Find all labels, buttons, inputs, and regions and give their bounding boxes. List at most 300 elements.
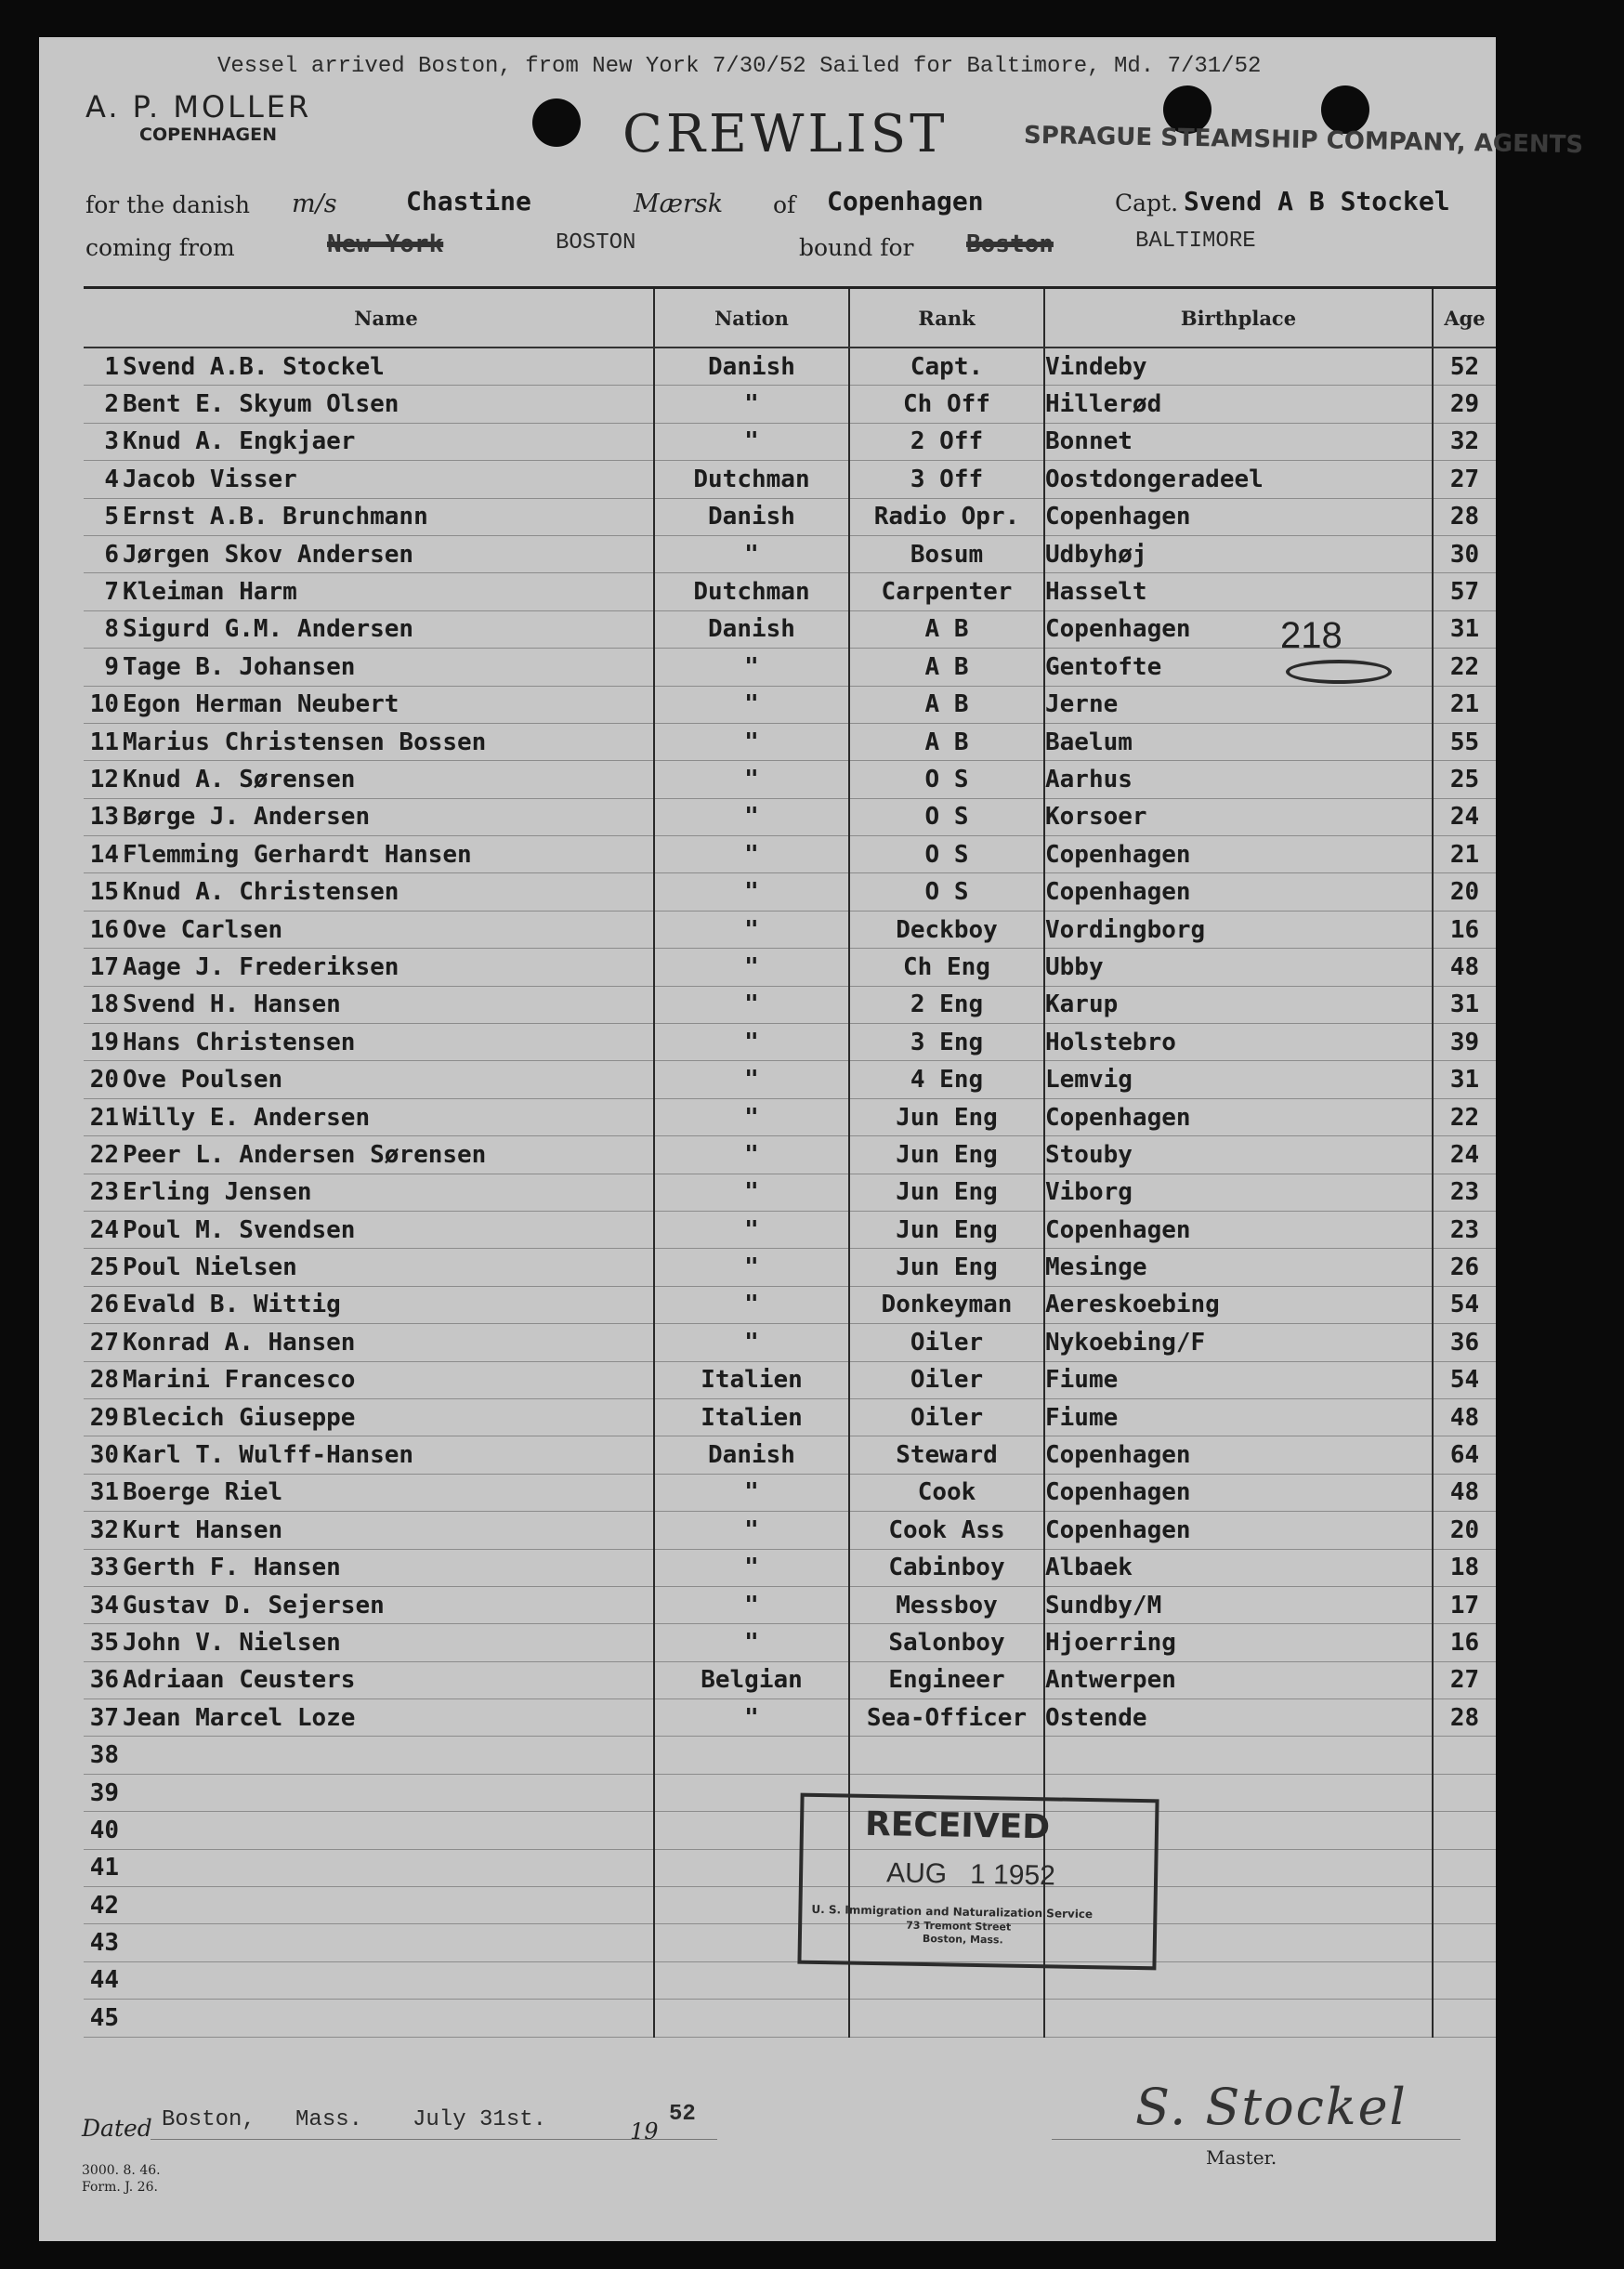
table-row xyxy=(84,1474,1496,1511)
for-the-label: for the danish xyxy=(85,191,251,218)
crew-birthplace: Mesinge xyxy=(1044,1249,1433,1286)
crew-name: Svend A.B. Stockel xyxy=(119,348,654,386)
crew-nation: " xyxy=(654,535,849,572)
crew-nation: " xyxy=(654,986,849,1023)
table-row xyxy=(84,1324,1496,1361)
crew-rank: Jun Eng xyxy=(849,1211,1044,1248)
crew-birthplace: Copenhagen xyxy=(1044,1474,1433,1511)
table-row xyxy=(84,1924,1496,1961)
crew-nation: " xyxy=(654,686,849,723)
crew-age xyxy=(1433,2000,1496,2037)
crew-age xyxy=(1433,1774,1496,1811)
table-row xyxy=(84,1961,1496,1999)
crew-age: 28 xyxy=(1433,1699,1496,1737)
year-prefix: 19 xyxy=(630,2118,659,2144)
crew-birthplace xyxy=(1044,2000,1433,2037)
crew-nation: " xyxy=(654,1512,849,1549)
row-number: 33 xyxy=(84,1549,119,1586)
crew-name: Marius Christensen Bossen xyxy=(119,723,654,760)
crew-age: 16 xyxy=(1433,911,1496,948)
arrival-note: Vessel arrived Boston, from New York 7/30/52 Sailed for Baltimore, Md. 7/31/52 xyxy=(217,54,1262,79)
crew-birthplace: Hjoerring xyxy=(1044,1624,1433,1661)
crew-name: Konrad A. Hansen xyxy=(119,1324,654,1361)
crew-birthplace: Udbyhøj xyxy=(1044,535,1433,572)
crew-nation: Italien xyxy=(654,1398,849,1436)
crew-age: 23 xyxy=(1433,1174,1496,1211)
crew-nation: " xyxy=(654,423,849,460)
table-row xyxy=(84,1436,1496,1474)
crew-birthplace xyxy=(1044,1737,1433,1774)
crew-age: 54 xyxy=(1433,1361,1496,1398)
crew-birthplace: Karup xyxy=(1044,986,1433,1023)
crew-name: Bent E. Skyum Olsen xyxy=(119,386,654,423)
crew-birthplace: Korsoer xyxy=(1044,798,1433,835)
crew-rank: Cook xyxy=(849,1474,1044,1511)
crew-name: Jørgen Skov Andersen xyxy=(119,535,654,572)
page-title: CREWLIST xyxy=(622,104,949,164)
row-number: 32 xyxy=(84,1512,119,1549)
crew-age: 39 xyxy=(1433,1024,1496,1061)
crew-name: Børge J. Andersen xyxy=(119,798,654,835)
crew-rank: A B xyxy=(849,723,1044,760)
bound-for-struck: Boston xyxy=(966,230,1054,258)
crew-rank: Cabinboy xyxy=(849,1549,1044,1586)
column-header-nation: Nation xyxy=(654,288,849,348)
table-row xyxy=(84,873,1496,911)
row-number: 30 xyxy=(84,1436,119,1474)
crew-age: 29 xyxy=(1433,386,1496,423)
row-number: 15 xyxy=(84,873,119,911)
crew-name: Svend H. Hansen xyxy=(119,986,654,1023)
crew-name xyxy=(119,2000,654,2037)
row-number: 38 xyxy=(84,1737,119,1774)
crew-nation: " xyxy=(654,1324,849,1361)
crew-birthplace: Fiume xyxy=(1044,1361,1433,1398)
crew-rank: Jun Eng xyxy=(849,1136,1044,1174)
crew-rank: 3 Off xyxy=(849,461,1044,498)
table-row xyxy=(84,1737,1496,1774)
row-number: 11 xyxy=(84,723,119,760)
crew-nation: " xyxy=(654,1286,849,1323)
crew-nation: " xyxy=(654,723,849,760)
table-row xyxy=(84,1812,1496,1849)
crew-name: Poul M. Svendsen xyxy=(119,1211,654,1248)
crew-name: Flemming Gerhardt Hansen xyxy=(119,836,654,873)
crew-birthplace: Ubby xyxy=(1044,949,1433,986)
row-number: 26 xyxy=(84,1286,119,1323)
crew-name xyxy=(119,1812,654,1849)
crew-nation: " xyxy=(654,836,849,873)
vessel-prefix: m/s xyxy=(292,190,337,218)
row-number: 22 xyxy=(84,1136,119,1174)
crew-nation: Dutchman xyxy=(654,461,849,498)
row-number: 3 xyxy=(84,423,119,460)
crew-nation: " xyxy=(654,1174,849,1211)
crew-birthplace: Sundby/M xyxy=(1044,1586,1433,1623)
crew-name: Marini Francesco xyxy=(119,1361,654,1398)
row-number: 10 xyxy=(84,686,119,723)
table-row xyxy=(84,1849,1496,1886)
row-number: 4 xyxy=(84,461,119,498)
crew-rank: Carpenter xyxy=(849,573,1044,610)
crew-age: 24 xyxy=(1433,1136,1496,1174)
crew-age: 31 xyxy=(1433,1061,1496,1098)
crew-age: 21 xyxy=(1433,686,1496,723)
crew-table xyxy=(84,286,1496,2038)
annotation-218: 218 xyxy=(1280,615,1342,656)
row-number: 24 xyxy=(84,1211,119,1248)
bound-for: BALTIMORE xyxy=(1135,229,1256,254)
table-row xyxy=(84,798,1496,835)
row-number: 39 xyxy=(84,1774,119,1811)
row-number: 34 xyxy=(84,1586,119,1623)
table-row xyxy=(84,1586,1496,1623)
crew-nation: Italien xyxy=(654,1361,849,1398)
crew-rank: Capt. xyxy=(849,348,1044,386)
crew-name xyxy=(119,1924,654,1961)
crew-rank: O S xyxy=(849,798,1044,835)
crew-age: 57 xyxy=(1433,573,1496,610)
crew-nation: " xyxy=(654,1699,849,1737)
ink-scribble xyxy=(1286,660,1392,684)
agents-stamp: SPRAGUE STEAMSHIP COMPANY, AGENTS xyxy=(1023,121,1584,160)
crew-age: 36 xyxy=(1433,1324,1496,1361)
crew-age: 52 xyxy=(1433,348,1496,386)
row-number: 21 xyxy=(84,1098,119,1135)
row-number: 23 xyxy=(84,1174,119,1211)
stamp-line-3: Boston, Mass. xyxy=(922,1932,1003,1947)
table-row xyxy=(84,348,1496,386)
crew-nation xyxy=(654,2000,849,2037)
table-row xyxy=(84,1624,1496,1661)
stamp-line-2: 73 Tremont Street xyxy=(906,1919,1012,1934)
vessel-name: Chastine xyxy=(406,186,531,216)
crew-nation xyxy=(654,1961,849,1999)
of-label: of xyxy=(773,191,796,218)
crew-rank: O S xyxy=(849,873,1044,911)
row-number: 41 xyxy=(84,1849,119,1886)
crew-age: 64 xyxy=(1433,1436,1496,1474)
stamp-title: RECEIVED xyxy=(864,1804,1051,1847)
crew-age: 21 xyxy=(1433,836,1496,873)
table-row xyxy=(84,911,1496,948)
crew-birthplace: Viborg xyxy=(1044,1174,1433,1211)
table-row xyxy=(84,1361,1496,1398)
crew-nation xyxy=(654,1737,849,1774)
crew-rank: O S xyxy=(849,836,1044,873)
crew-age: 22 xyxy=(1433,1098,1496,1135)
row-number: 16 xyxy=(84,911,119,948)
crew-rank: Oiler xyxy=(849,1324,1044,1361)
crew-rank: Bosum xyxy=(849,535,1044,572)
crew-name: Knud A. Sørensen xyxy=(119,761,654,798)
table-row xyxy=(84,1549,1496,1586)
row-number: 43 xyxy=(84,1924,119,1961)
home-port: Copenhagen xyxy=(827,186,984,216)
table-row xyxy=(84,1774,1496,1811)
row-number: 17 xyxy=(84,949,119,986)
column-header-number xyxy=(84,288,119,348)
crew-name: Kurt Hansen xyxy=(119,1512,654,1549)
crew-age: 20 xyxy=(1433,873,1496,911)
crew-age: 28 xyxy=(1433,498,1496,535)
table-row xyxy=(84,1661,1496,1698)
crew-nation: " xyxy=(654,1249,849,1286)
crew-birthplace: Copenhagen xyxy=(1044,873,1433,911)
crew-birthplace: Copenhagen xyxy=(1044,610,1433,648)
crew-birthplace: Aarhus xyxy=(1044,761,1433,798)
stamp-line-1: U. S. Immigration and Naturalization Service xyxy=(811,1902,1094,1921)
crew-nation: " xyxy=(654,949,849,986)
crew-rank: Donkeyman xyxy=(849,1286,1044,1323)
captain-name: Svend A B Stockel xyxy=(1184,186,1450,216)
table-row xyxy=(84,2000,1496,2037)
table-row xyxy=(84,761,1496,798)
crew-table-body xyxy=(84,348,1496,2037)
dated-label: Dated xyxy=(82,2115,152,2142)
crew-rank: Jun Eng xyxy=(849,1249,1044,1286)
crew-age: 18 xyxy=(1433,1549,1496,1586)
crew-birthplace: Copenhagen xyxy=(1044,1436,1433,1474)
crew-rank: A B xyxy=(849,610,1044,648)
table-row xyxy=(84,423,1496,460)
crew-nation: " xyxy=(654,798,849,835)
table-row xyxy=(84,1286,1496,1323)
crew-age: 31 xyxy=(1433,610,1496,648)
crew-age xyxy=(1433,1887,1496,1924)
crew-age: 55 xyxy=(1433,723,1496,760)
crew-name: Egon Herman Neubert xyxy=(119,686,654,723)
row-number: 9 xyxy=(84,649,119,686)
punch-hole xyxy=(532,98,581,147)
table-row xyxy=(84,1249,1496,1286)
crew-nation: " xyxy=(654,386,849,423)
signature-underline xyxy=(1052,2139,1460,2140)
row-number: 7 xyxy=(84,573,119,610)
crew-rank: Radio Opr. xyxy=(849,498,1044,535)
coming-from: BOSTON xyxy=(556,230,636,256)
crew-rank: 2 Off xyxy=(849,423,1044,460)
crew-name: Poul Nielsen xyxy=(119,1249,654,1286)
crewlist-sheet xyxy=(39,37,1584,2241)
crew-birthplace: Aereskoebing xyxy=(1044,1286,1433,1323)
crew-nation: " xyxy=(654,1549,849,1586)
crew-name: Blecich Giuseppe xyxy=(119,1398,654,1436)
crew-birthplace: Vordingborg xyxy=(1044,911,1433,948)
crew-birthplace: Copenhagen xyxy=(1044,1512,1433,1549)
crew-rank xyxy=(849,2000,1044,2037)
crew-rank: Jun Eng xyxy=(849,1174,1044,1211)
crew-age: 31 xyxy=(1433,986,1496,1023)
dated-underline xyxy=(151,2139,717,2140)
crew-name: Ove Poulsen xyxy=(119,1061,654,1098)
crew-rank: A B xyxy=(849,649,1044,686)
year-suffix: 52 xyxy=(669,2102,696,2127)
dated-place: Boston, Mass. xyxy=(162,2107,363,2132)
crew-age: 30 xyxy=(1433,535,1496,572)
crew-nation: " xyxy=(654,873,849,911)
crew-nation: Danish xyxy=(654,1436,849,1474)
received-stamp xyxy=(797,1793,1159,1971)
crew-name: Sigurd G.M. Andersen xyxy=(119,610,654,648)
crew-name: Erling Jensen xyxy=(119,1174,654,1211)
column-header-birthplace: Birthplace xyxy=(1044,288,1433,348)
crew-birthplace: Oostdongeradeel xyxy=(1044,461,1433,498)
row-number: 27 xyxy=(84,1324,119,1361)
table-row xyxy=(84,498,1496,535)
column-header-rank: Rank xyxy=(849,288,1044,348)
row-number: 8 xyxy=(84,610,119,648)
crew-name xyxy=(119,1961,654,1999)
row-number: 13 xyxy=(84,798,119,835)
crew-birthplace: Hillerød xyxy=(1044,386,1433,423)
crew-age: 24 xyxy=(1433,798,1496,835)
crew-rank: Jun Eng xyxy=(849,1098,1044,1135)
crew-rank: Messboy xyxy=(849,1586,1044,1623)
crew-age: 23 xyxy=(1433,1211,1496,1248)
table-row xyxy=(84,461,1496,498)
master-label: Master. xyxy=(1206,2146,1277,2169)
crew-birthplace: Jerne xyxy=(1044,686,1433,723)
stamp-date: AUG 1 1952 xyxy=(885,1857,1056,1892)
crew-name xyxy=(119,1774,654,1811)
table-row xyxy=(84,1174,1496,1211)
crew-rank: 2 Eng xyxy=(849,986,1044,1023)
bound-for-label: bound for xyxy=(799,234,914,261)
crew-age: 16 xyxy=(1433,1624,1496,1661)
crew-age: 25 xyxy=(1433,761,1496,798)
crew-age: 48 xyxy=(1433,1474,1496,1511)
crew-name: Evald B. Wittig xyxy=(119,1286,654,1323)
crew-nation: " xyxy=(654,1586,849,1623)
crew-name: Ernst A.B. Brunchmann xyxy=(119,498,654,535)
crew-nation: " xyxy=(654,1098,849,1135)
table-row xyxy=(84,1098,1496,1135)
table-row xyxy=(84,1024,1496,1061)
company-city: COPENHAGEN xyxy=(139,125,277,145)
crew-name: Gerth F. Hansen xyxy=(119,1549,654,1586)
table-row xyxy=(84,1512,1496,1549)
crew-age xyxy=(1433,1924,1496,1961)
row-number: 35 xyxy=(84,1624,119,1661)
crew-rank: Salonboy xyxy=(849,1624,1044,1661)
crew-name: Aage J. Frederiksen xyxy=(119,949,654,986)
crew-birthplace: Copenhagen xyxy=(1044,1098,1433,1135)
crew-birthplace: Holstebro xyxy=(1044,1024,1433,1061)
row-number: 45 xyxy=(84,2000,119,2037)
crew-nation: " xyxy=(654,1024,849,1061)
crew-birthplace: Lemvig xyxy=(1044,1061,1433,1098)
crew-rank: 3 Eng xyxy=(849,1024,1044,1061)
row-number: 5 xyxy=(84,498,119,535)
row-number: 40 xyxy=(84,1812,119,1849)
row-number: 19 xyxy=(84,1024,119,1061)
crew-birthplace: Bonnet xyxy=(1044,423,1433,460)
crew-rank: 4 Eng xyxy=(849,1061,1044,1098)
capt-label: Capt. xyxy=(1115,190,1179,216)
crew-name xyxy=(119,1849,654,1886)
crew-age: 26 xyxy=(1433,1249,1496,1286)
crew-birthplace: Fiume xyxy=(1044,1398,1433,1436)
crew-rank: Engineer xyxy=(849,1661,1044,1698)
crew-age xyxy=(1433,1849,1496,1886)
crew-name: Hans Christensen xyxy=(119,1024,654,1061)
vessel-suffix: Mærsk xyxy=(634,190,724,218)
crew-birthplace: Antwerpen xyxy=(1044,1661,1433,1698)
table-row xyxy=(84,1887,1496,1924)
crew-age: 27 xyxy=(1433,1661,1496,1698)
crew-name: John V. Nielsen xyxy=(119,1624,654,1661)
table-row xyxy=(84,836,1496,873)
table-row xyxy=(84,386,1496,423)
crew-birthplace: Vindeby xyxy=(1044,348,1433,386)
form-code-1: 3000. 8. 46. xyxy=(82,2163,161,2178)
dated-date: July 31st. xyxy=(413,2107,547,2132)
crew-nation: Danish xyxy=(654,498,849,535)
crew-name: Karl T. Wulff-Hansen xyxy=(119,1436,654,1474)
crew-age xyxy=(1433,1961,1496,1999)
crew-name: Jean Marcel Loze xyxy=(119,1699,654,1737)
row-number: 20 xyxy=(84,1061,119,1098)
crew-birthplace: Stouby xyxy=(1044,1136,1433,1174)
crew-name: Knud A. Engkjaer xyxy=(119,423,654,460)
crew-nation: Danish xyxy=(654,348,849,386)
table-row xyxy=(84,573,1496,610)
crew-nation: " xyxy=(654,1211,849,1248)
row-number: 29 xyxy=(84,1398,119,1436)
crew-name: Gustav D. Sejersen xyxy=(119,1586,654,1623)
crew-age: 20 xyxy=(1433,1512,1496,1549)
row-number: 42 xyxy=(84,1887,119,1924)
table-row xyxy=(84,1699,1496,1737)
crew-name: Willy E. Andersen xyxy=(119,1098,654,1135)
crew-birthplace: Copenhagen xyxy=(1044,498,1433,535)
crew-rank: Steward xyxy=(849,1436,1044,1474)
table-row xyxy=(84,686,1496,723)
crew-rank xyxy=(849,1737,1044,1774)
crew-rank: Deckboy xyxy=(849,911,1044,948)
crew-name: Jacob Visser xyxy=(119,461,654,498)
crew-birthplace: Ostende xyxy=(1044,1699,1433,1737)
row-number: 2 xyxy=(84,386,119,423)
table-row xyxy=(84,1061,1496,1098)
table-row xyxy=(84,986,1496,1023)
crew-rank: Sea-Officer xyxy=(849,1699,1044,1737)
crew-birthplace: Copenhagen xyxy=(1044,1211,1433,1248)
crew-birthplace: Gentofte xyxy=(1044,649,1433,686)
row-number: 28 xyxy=(84,1361,119,1398)
crew-age: 32 xyxy=(1433,423,1496,460)
crew-birthplace: Copenhagen xyxy=(1044,836,1433,873)
crew-nation: " xyxy=(654,649,849,686)
row-number: 1 xyxy=(84,348,119,386)
crew-name: Ove Carlsen xyxy=(119,911,654,948)
crew-age: 48 xyxy=(1433,949,1496,986)
table-row xyxy=(84,535,1496,572)
row-number: 6 xyxy=(84,535,119,572)
crew-name xyxy=(119,1887,654,1924)
row-number: 18 xyxy=(84,986,119,1023)
crew-birthplace: Albaek xyxy=(1044,1549,1433,1586)
row-number: 36 xyxy=(84,1661,119,1698)
table-header-row xyxy=(84,288,1496,348)
crew-nation: Belgian xyxy=(654,1661,849,1698)
crew-rank: Oiler xyxy=(849,1398,1044,1436)
row-number: 31 xyxy=(84,1474,119,1511)
crew-age: 27 xyxy=(1433,461,1496,498)
crew-nation: Danish xyxy=(654,610,849,648)
crew-birthplace: Nykoebing/F xyxy=(1044,1324,1433,1361)
